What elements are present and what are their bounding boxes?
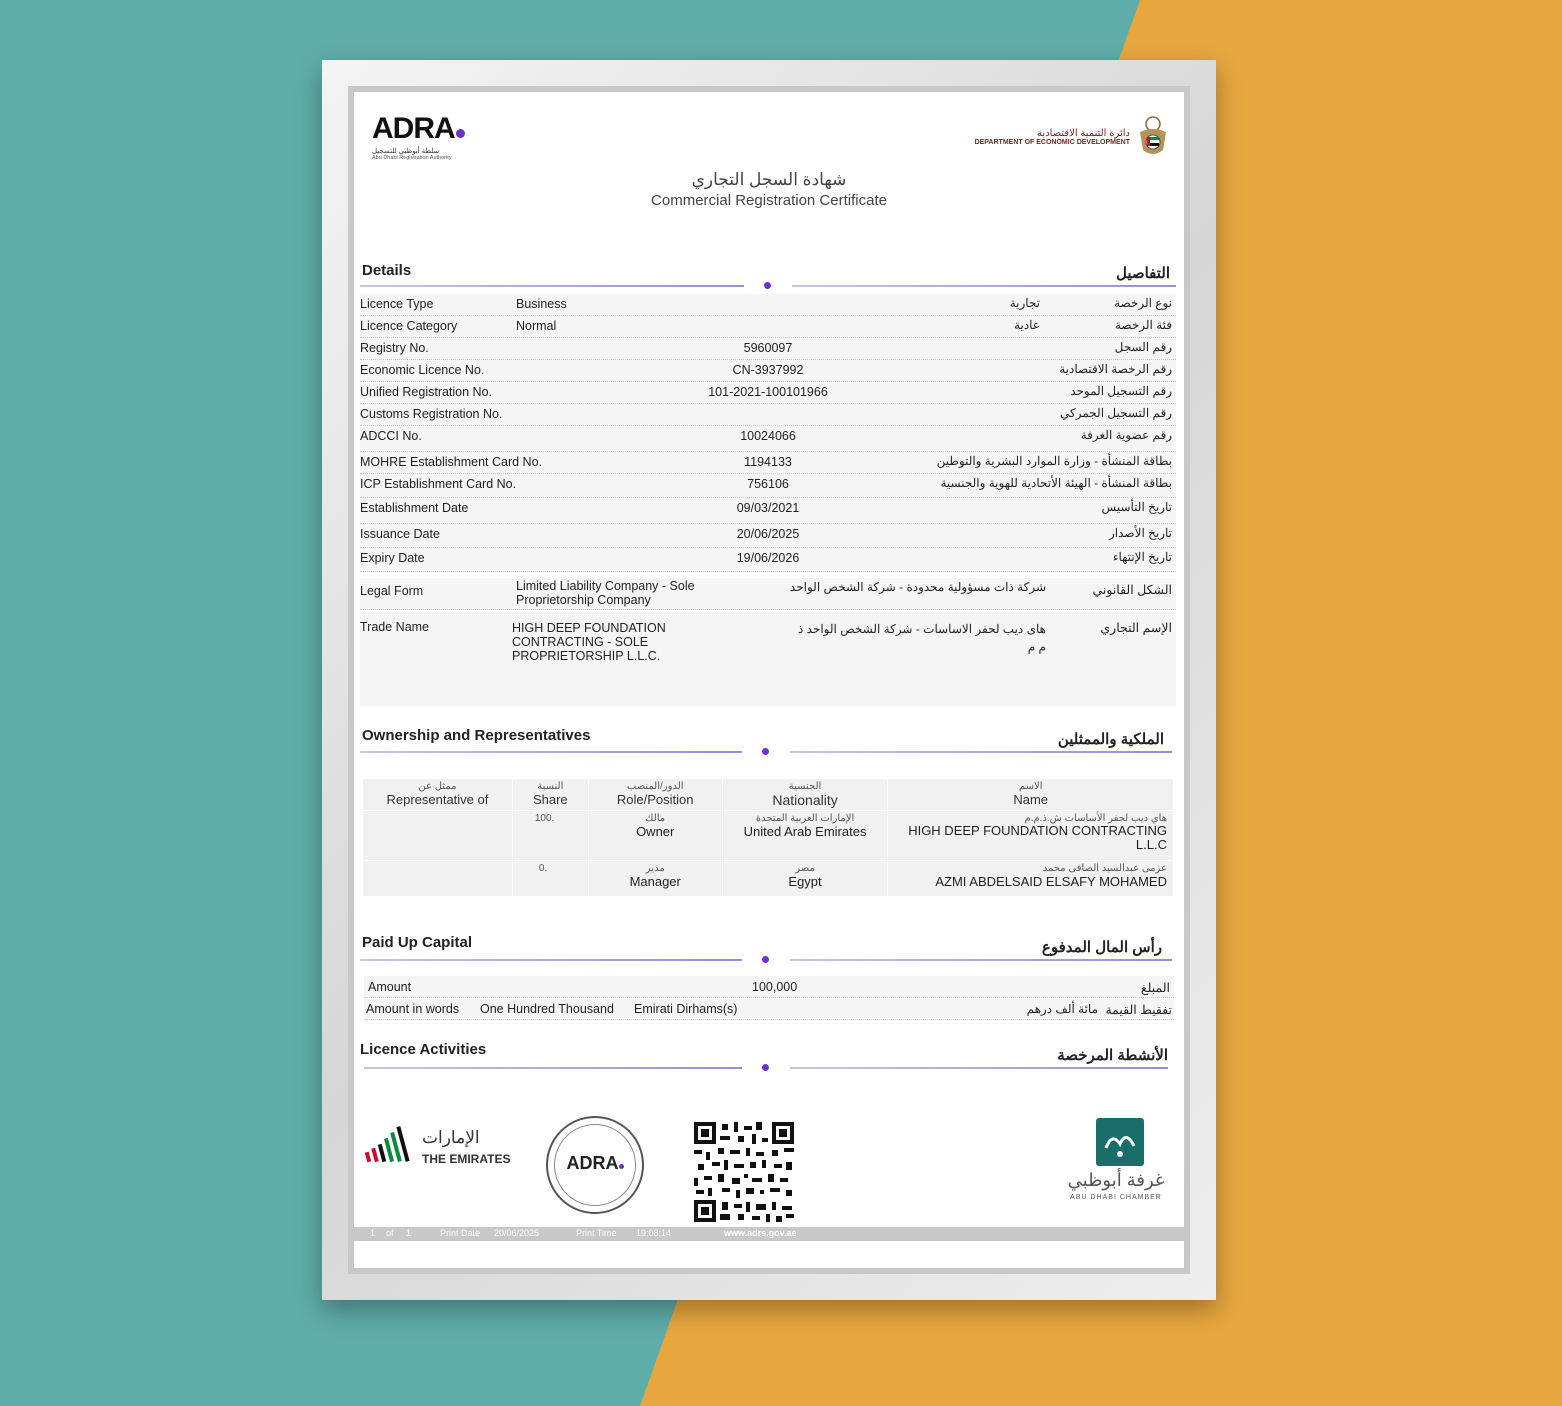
amount-words-label: Amount in words: [366, 1002, 460, 1016]
detail-value: 10024066: [740, 429, 796, 443]
capital-heading-arabic: رأس المال المدفوع: [1041, 939, 1162, 956]
stamp-dot-icon: [619, 1164, 624, 1169]
footer-of: of: [386, 1228, 394, 1238]
section-divider-dot: [762, 956, 769, 963]
amount-words-label-arabic: تفقيط القيمة: [1105, 1003, 1172, 1017]
detail-label-arabic: تاريخ التأسيس: [1101, 500, 1172, 514]
ded-logo: [975, 114, 1170, 160]
adra-dot-icon: [456, 129, 465, 138]
adra-arabic-name: سلطة أبوظبي للتسجيل: [372, 148, 440, 155]
footer-page: 1: [370, 1228, 376, 1238]
detail-value: 756106: [747, 477, 789, 491]
ownership-table: [362, 778, 1174, 897]
detail-label-arabic: فئة الرخصة: [1115, 318, 1172, 332]
detail-value: 101-2021-100101966: [708, 385, 828, 399]
section-divider: [792, 285, 1176, 287]
amount-words-row: [364, 998, 1174, 1020]
certificate-paper: [354, 92, 1184, 1268]
ded-arabic-name: دائرة التنمية الاقتصادية: [1037, 128, 1130, 139]
emirates-english: THE EMIRATES: [422, 1152, 511, 1166]
ded-english-name: DEPARTMENT OF ECONOMIC DEVELOPMENT: [974, 139, 1130, 146]
detail-value: 09/03/2021: [736, 501, 800, 515]
detail-label-arabic: بطاقة المنشأة - الهيئة الأتحادية للهوية والجنسية: [940, 476, 1172, 490]
detail-row: [360, 360, 1176, 382]
detail-label-arabic: تاريخ الإنتهاء: [1112, 550, 1172, 564]
legal-form-value: Limited Liability Company - Sole Proprietorship Company: [516, 579, 695, 607]
detail-row: [360, 452, 1176, 474]
col-header-representative: ممثل عن Representative of: [363, 779, 513, 811]
trade-name-row: [360, 612, 1176, 706]
adra-wordmark: ADRA: [372, 112, 455, 145]
section-divider: [790, 751, 1172, 753]
ownership-heading-arabic: الملكية والممثلين: [1057, 731, 1164, 748]
section-divider-dot: [764, 282, 771, 289]
abu-dhabi-chamber-logo: [1054, 1114, 1178, 1214]
detail-label: Issuance Date: [360, 527, 440, 541]
capital-heading: Paid Up Capital: [362, 934, 473, 951]
legal-form-label: Legal Form: [360, 584, 424, 598]
ownership-heading: Ownership and Representatives: [362, 727, 591, 744]
detail-label: ICP Establishment Card No.: [360, 477, 517, 491]
table-row: [363, 811, 1174, 861]
certificate-title-arabic: شهادة السجل التجاري: [691, 170, 847, 189]
detail-label: Customs Registration No.: [360, 407, 503, 421]
footer-print-date-label: Print Date: [440, 1228, 481, 1238]
amount-words-arabic: مائة ألف درهم: [1026, 1002, 1098, 1016]
section-divider-dot: [762, 748, 769, 755]
detail-label: Licence Type: [360, 297, 434, 311]
trade-name-value-arabic: هاى ديب لحفر الاساسات - شركة الشخص الواحد ذ م م: [797, 622, 1046, 654]
activities-heading-arabic: الأنشطة المرخصة: [1057, 1047, 1168, 1064]
share-cell: 0.: [512, 861, 588, 897]
col-header-name: الاسم Name: [888, 779, 1174, 811]
trade-name-value: HIGH DEEP FOUNDATION CONTRACTING - SOLE PROPRIETORSHIP L.L.C.: [512, 621, 666, 663]
adra-english-name: Abu Dhabi Registration Authority: [372, 155, 452, 161]
amount-label: Amount: [368, 980, 412, 994]
legal-form-value-arabic: شركة ذات مسؤولية محدودة - شركة الشخص الواحد: [789, 580, 1046, 594]
legal-form-label-arabic: الشكل القانوني: [1092, 583, 1172, 597]
detail-value: 19/06/2026: [736, 551, 800, 565]
detail-label-arabic: بطاقة المنشأة - وزارة الموارد البشرية والتوطين: [936, 454, 1172, 468]
emirates-bars-icon: [364, 1122, 420, 1170]
detail-label-arabic: نوع الرخصة: [1114, 296, 1172, 310]
detail-label-arabic: رقم التسجيل الجمركي: [1060, 406, 1172, 420]
detail-row: [360, 338, 1176, 360]
footer-total: 1: [406, 1228, 412, 1238]
detail-label: ADCCI No.: [360, 429, 422, 443]
detail-row: [360, 498, 1176, 524]
detail-row: [360, 524, 1176, 548]
detail-label-arabic: رقم عضوية الغرفة: [1080, 428, 1172, 442]
detail-label: Economic Licence No.: [360, 363, 485, 377]
stamp-wordmark: ADRA: [548, 1153, 642, 1174]
amount-label-arabic: المبلغ: [1140, 981, 1170, 995]
detail-label: Licence Category: [360, 319, 458, 333]
detail-value: 20/06/2025: [736, 527, 800, 541]
detail-row: [360, 426, 1176, 452]
detail-label-arabic: رقم الرخصة الاقتصادية: [1059, 362, 1172, 376]
amount-currency: Emirati Dirhams(s): [634, 1002, 738, 1016]
detail-row: [360, 316, 1176, 338]
trade-name-label-arabic: الإسم التجاري: [1100, 621, 1172, 635]
detail-label: MOHRE Establishment Card No.: [360, 455, 543, 469]
role-cell: مالك Owner: [588, 811, 722, 861]
amount-row: [364, 976, 1174, 998]
details-heading: Details: [362, 262, 412, 279]
col-header-nationality: الجنسية Nationality: [722, 779, 888, 811]
picture-frame: [322, 60, 1216, 1300]
adra-logo: [372, 112, 512, 161]
section-divider: [790, 959, 1172, 961]
amount-value: 100,000: [752, 980, 798, 994]
share-cell: 100.: [512, 811, 588, 861]
detail-value: 1194133: [744, 455, 792, 469]
name-cell: هاي ديب لحفر الأساسات ش.ذ.م.م HIGH DEEP FOUNDATION CONTRACTING L.L.C: [888, 811, 1174, 861]
chamber-emblem-icon: [1096, 1118, 1144, 1166]
nationality-cell: مصر Egypt: [722, 861, 888, 897]
detail-row: [360, 382, 1176, 404]
footer-print-time: 19:08:14: [636, 1228, 672, 1238]
chamber-english: ABU DHABI CHAMBER: [1070, 1194, 1162, 1201]
section-divider: [360, 751, 742, 753]
detail-label: Unified Registration No.: [360, 385, 493, 399]
footer-print-time-label: Print Time: [576, 1228, 617, 1238]
detail-label: Establishment Date: [360, 501, 469, 515]
detail-value-arabic: تجارية: [1009, 296, 1040, 310]
section-divider: [790, 1067, 1168, 1069]
section-divider-dot: [762, 1064, 769, 1071]
trade-name-label: Trade Name: [360, 620, 430, 634]
footer-bar: [354, 1227, 1184, 1241]
detail-row: [360, 548, 1176, 572]
detail-value: Normal: [516, 319, 557, 333]
detail-row: [360, 294, 1176, 316]
section-divider: [360, 285, 744, 287]
adra-stamp: [546, 1116, 644, 1214]
nationality-cell: الإمارات العربية المتحدة United Arab Emirates: [722, 811, 888, 861]
detail-value-arabic: عادية: [1014, 318, 1040, 332]
detail-value: Business: [516, 297, 567, 311]
details-heading-arabic: التفاصيل: [1115, 265, 1170, 282]
detail-value: 5960097: [743, 341, 793, 355]
certificate-title: Commercial Registration Certificate: [651, 192, 887, 209]
section-divider: [364, 1067, 742, 1069]
frame-inner-border: [348, 86, 1190, 1274]
col-header-share: النسبة Share: [512, 779, 588, 811]
footer-print-date: 20/06/2025: [494, 1228, 540, 1238]
detail-label: Expiry Date: [360, 551, 425, 565]
name-cell: عزمى عبدالسيد الصافى محمد AZMI ABDELSAID ELSAFY MOHAMED: [888, 861, 1174, 897]
detail-row: [360, 474, 1176, 498]
qr-code-icon: [694, 1122, 794, 1222]
representative-cell: [363, 811, 513, 861]
detail-row: [360, 404, 1176, 426]
col-header-role: الدور/المنصب Role/Position: [588, 779, 722, 811]
detail-label-arabic: تاريخ الأصدار: [1108, 526, 1172, 540]
detail-label: Registry No.: [360, 341, 429, 355]
chamber-arabic: غرفة أبوظبي: [1067, 1170, 1165, 1190]
detail-value: CN-3937992: [732, 363, 804, 377]
emirates-arabic: الإمارات: [422, 1128, 480, 1147]
section-divider: [360, 959, 742, 961]
activities-heading: Licence Activities: [360, 1041, 487, 1058]
detail-label-arabic: رقم التسجيل الموحد: [1070, 384, 1172, 398]
legal-form-row: [360, 578, 1176, 610]
table-row: [363, 861, 1174, 897]
uae-emblem-icon: [1136, 114, 1170, 160]
footer-website-link[interactable]: www.adrs.gov.ae: [724, 1228, 797, 1238]
role-cell: مدير Manager: [588, 861, 722, 897]
detail-label-arabic: رقم السجل: [1114, 340, 1172, 354]
amount-words-value: One Hundred Thousand: [480, 1002, 614, 1016]
representative-cell: [363, 861, 513, 897]
the-emirates-logo: [364, 1122, 514, 1172]
